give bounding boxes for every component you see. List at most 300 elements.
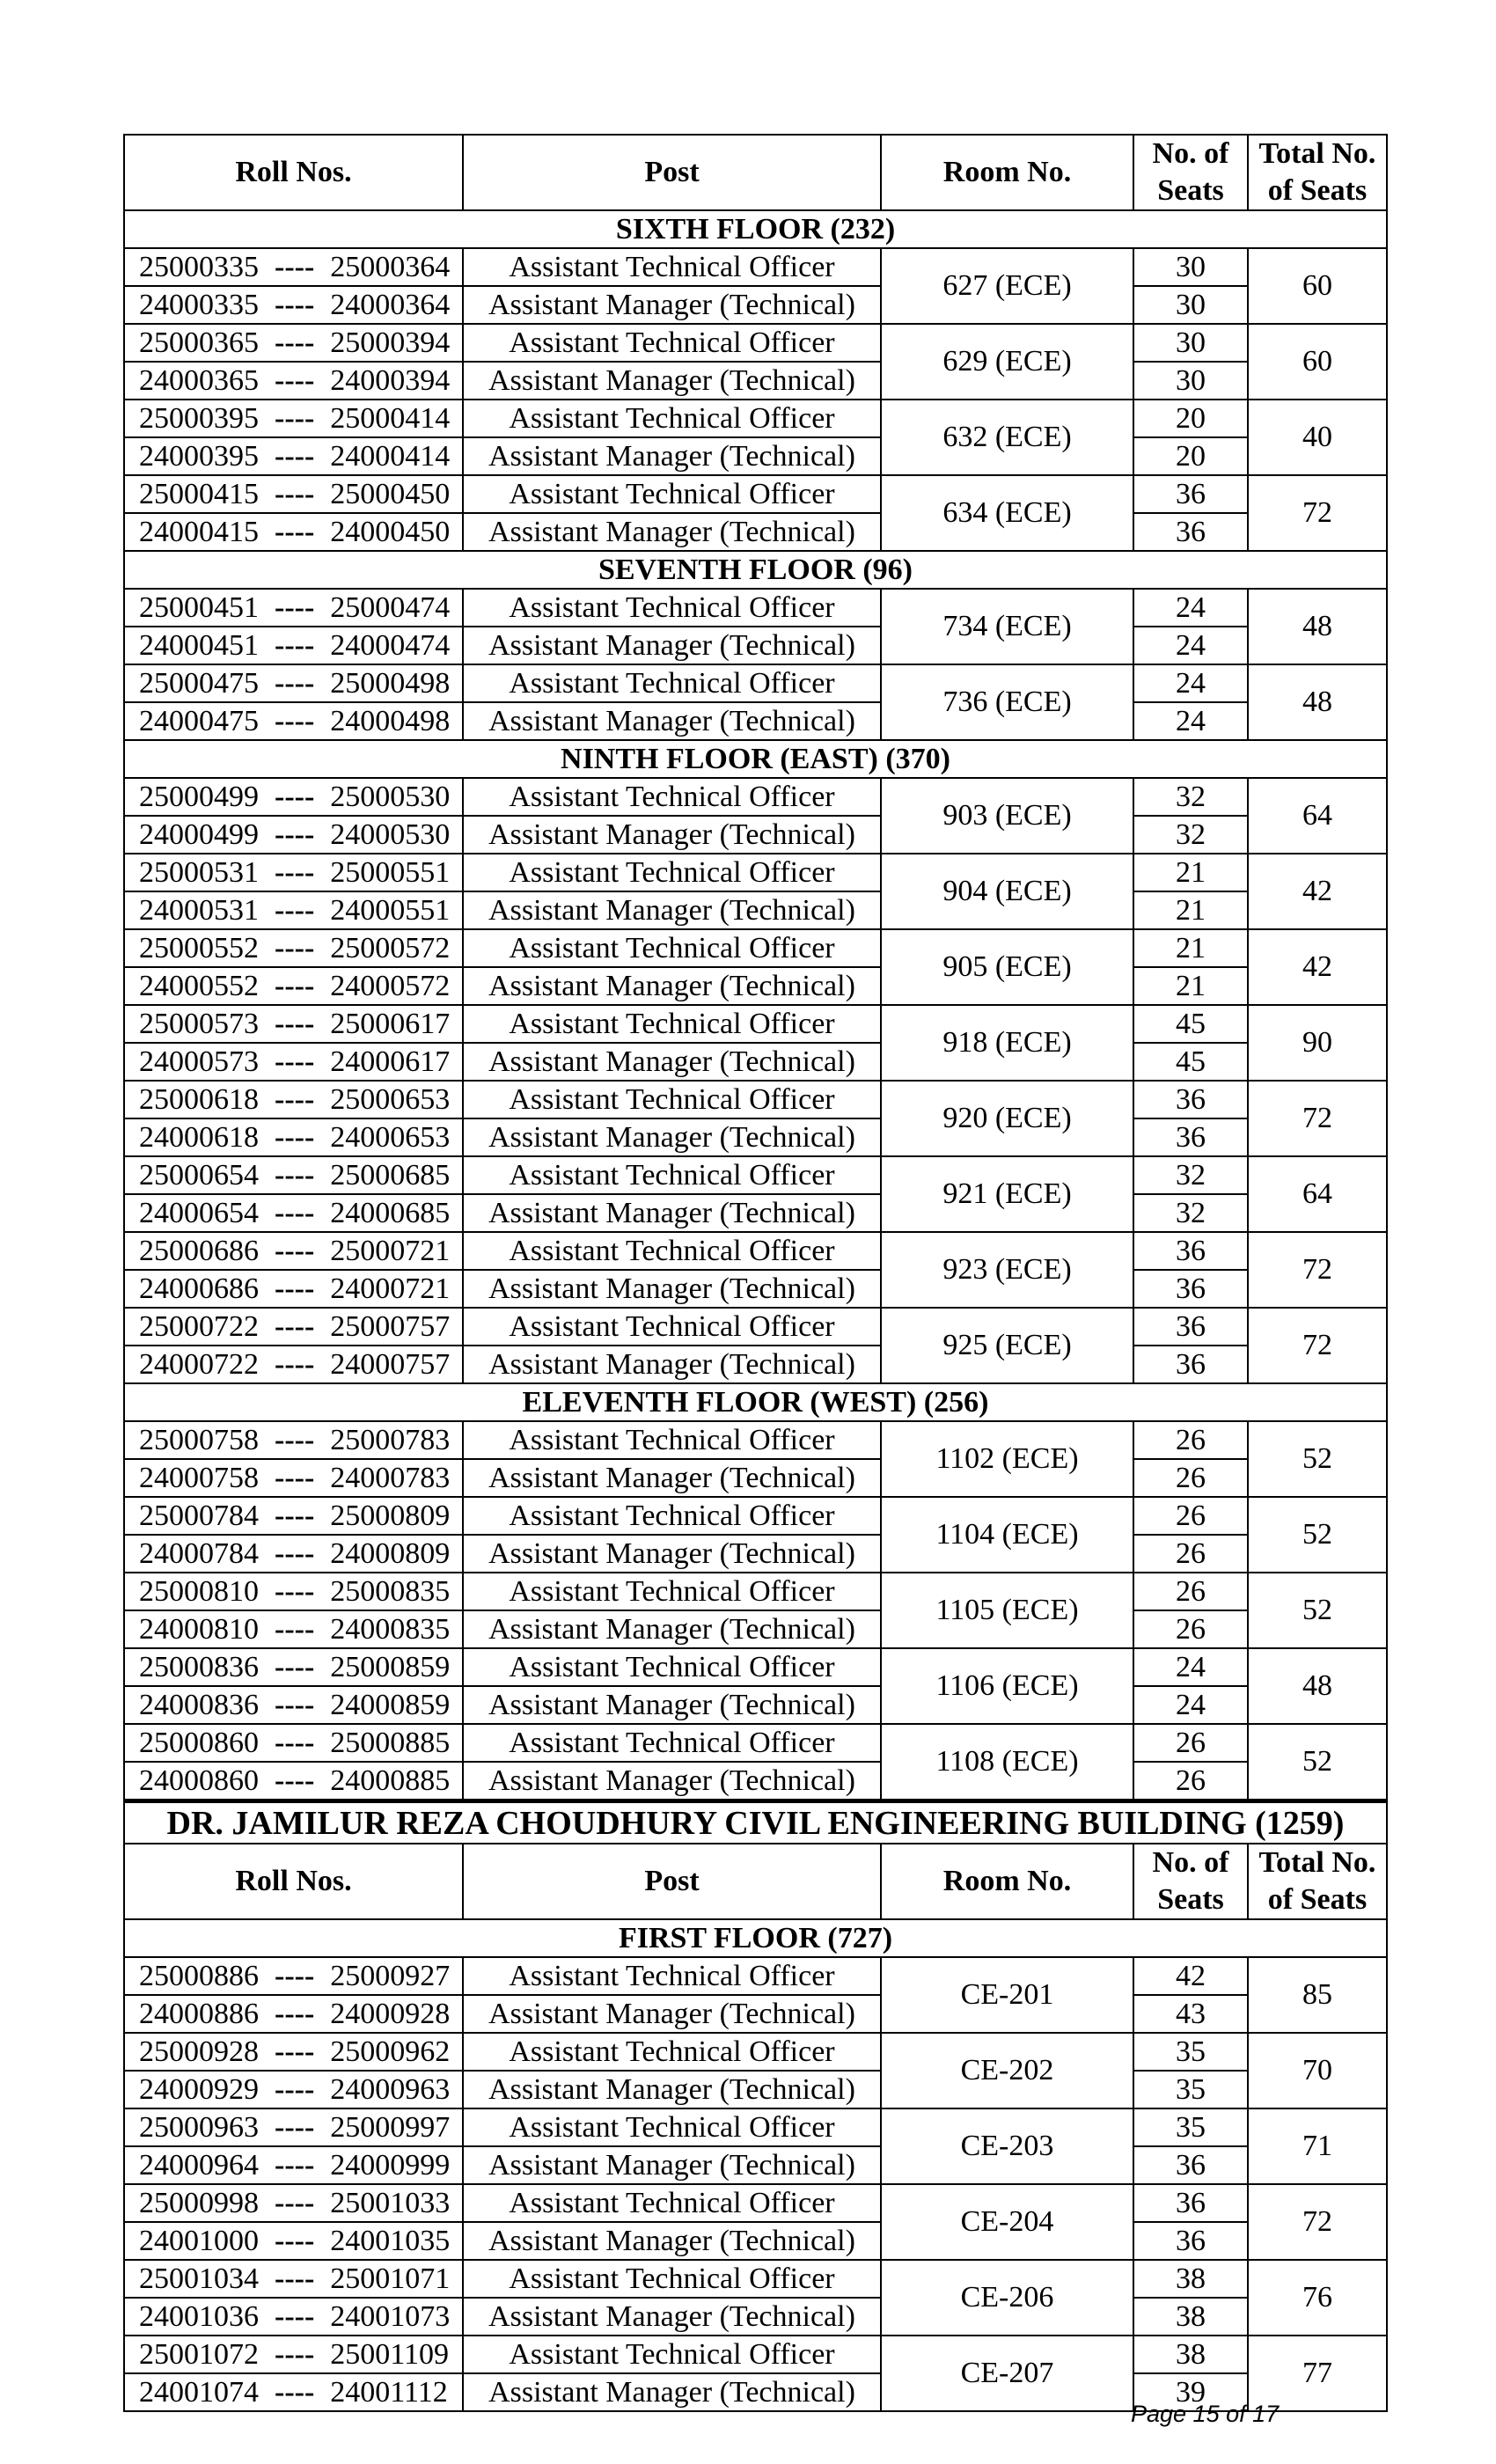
floor-title: NINTH FLOOR (EAST) (370) (124, 740, 1387, 778)
roll-to: 25000962 (330, 2035, 451, 2068)
room-cell: 1104 (ECE) (881, 1497, 1133, 1573)
roll-from: 24000929 (139, 2072, 259, 2106)
total-seats-cell: 72 (1248, 1232, 1387, 1308)
roll-range (124, 2184, 463, 2222)
seats-cell: 45 (1133, 1005, 1248, 1043)
roll-range (124, 929, 463, 967)
total-seats-cell: 52 (1248, 1421, 1387, 1497)
post-cell: Assistant Manager (Technical) (463, 702, 881, 740)
roll-from: 24000618 (139, 1120, 259, 1154)
floor-title: SEVENTH FLOOR (96) (124, 551, 1387, 589)
total-seats-cell: 60 (1248, 248, 1387, 324)
roll-from: 25000415 (139, 477, 259, 510)
roll-range (124, 1081, 463, 1118)
range-separator: ---- (275, 818, 315, 851)
range-separator: ---- (275, 855, 315, 889)
table-row (124, 1081, 1387, 1118)
roll-from: 25000654 (139, 1158, 259, 1192)
post-cell: Assistant Manager (Technical) (463, 1118, 881, 1156)
roll-from: 24000335 (139, 288, 259, 321)
seats-cell: 36 (1133, 1118, 1248, 1156)
roll-range (124, 1043, 463, 1081)
post-cell: Assistant Manager (Technical) (463, 1535, 881, 1573)
post-cell: Assistant Manager (Technical) (463, 1043, 881, 1081)
seats-cell: 36 (1133, 2146, 1248, 2184)
range-separator: ---- (275, 2299, 315, 2333)
table-row (124, 1270, 1387, 1308)
room-cell: 736 (ECE) (881, 664, 1133, 740)
total-seats-cell: 48 (1248, 1648, 1387, 1724)
range-separator: ---- (275, 780, 315, 813)
seats-cell: 35 (1133, 2033, 1248, 2071)
post-cell: Assistant Manager (Technical) (463, 2298, 881, 2336)
roll-from: 24000475 (139, 704, 259, 737)
table-row (124, 1421, 1387, 1459)
table-row (124, 1957, 1387, 1995)
range-separator: ---- (275, 2224, 315, 2257)
range-separator: ---- (275, 250, 315, 283)
roll-to: 24000551 (330, 893, 451, 927)
table-row (124, 2071, 1387, 2108)
roll-from: 24000365 (139, 363, 259, 397)
roll-from: 25000531 (139, 855, 259, 889)
table-row (124, 362, 1387, 400)
roll-to: 24000963 (330, 2072, 451, 2106)
roll-to: 24000685 (330, 1196, 451, 1229)
room-cell: 921 (ECE) (881, 1156, 1133, 1232)
roll-range (124, 702, 463, 740)
roll-from: 25001072 (139, 2337, 259, 2371)
range-separator: ---- (275, 1347, 315, 1381)
room-cell: 734 (ECE) (881, 589, 1133, 664)
table-row (124, 1762, 1387, 1801)
roll-to: 25000394 (330, 326, 451, 359)
roll-to: 25000530 (330, 780, 451, 813)
seats-cell: 24 (1133, 589, 1248, 627)
room-cell: CE-202 (881, 2033, 1133, 2108)
table-row (124, 324, 1387, 362)
roll-range (124, 589, 463, 627)
room-cell: CE-204 (881, 2184, 1133, 2260)
table-row (124, 2146, 1387, 2184)
roll-to: 25000885 (330, 1726, 451, 1759)
roll-range (124, 437, 463, 475)
roll-range (124, 1686, 463, 1724)
post-cell: Assistant Technical Officer (463, 1421, 881, 1459)
floor-section-row (124, 740, 1387, 778)
range-separator: ---- (275, 515, 315, 548)
room-cell: 925 (ECE) (881, 1308, 1133, 1383)
roll-to: 25000757 (330, 1309, 451, 1343)
seats-cell: 36 (1133, 475, 1248, 513)
roll-from: 25000836 (139, 1650, 259, 1683)
floor-section-row (124, 551, 1387, 589)
room-cell: 1106 (ECE) (881, 1648, 1133, 1724)
roll-from: 24001000 (139, 2224, 259, 2257)
seats-cell: 21 (1133, 967, 1248, 1005)
floor-title: ELEVENTH FLOOR (WEST) (256) (124, 1383, 1387, 1421)
roll-range (124, 1459, 463, 1497)
roll-range (124, 1724, 463, 1762)
range-separator: ---- (275, 1196, 315, 1229)
seats-cell: 43 (1133, 1995, 1248, 2033)
room-cell: 920 (ECE) (881, 1081, 1133, 1156)
range-separator: ---- (275, 628, 315, 662)
roll-to: 25001109 (330, 2337, 450, 2371)
table-row (124, 1995, 1387, 2033)
roll-to: 24000653 (330, 1120, 451, 1154)
seats-cell: 45 (1133, 1043, 1248, 1081)
header-row (124, 1844, 1387, 1919)
roll-range (124, 627, 463, 664)
table-row (124, 1346, 1387, 1383)
post-cell: Assistant Manager (Technical) (463, 1194, 881, 1232)
seats-cell: 21 (1133, 854, 1248, 891)
roll-to: 24000530 (330, 818, 451, 851)
floor-title: SIXTH FLOOR (232) (124, 210, 1387, 248)
floor-section-row (124, 210, 1387, 248)
total-seats-cell: 52 (1248, 1573, 1387, 1648)
range-separator: ---- (275, 363, 315, 397)
total-seats-cell: 48 (1248, 664, 1387, 740)
seats-cell: 39 (1133, 2373, 1248, 2411)
roll-range (124, 1957, 463, 1995)
seats-cell: 36 (1133, 1081, 1248, 1118)
roll-from: 24000810 (139, 1612, 259, 1646)
range-separator: ---- (275, 666, 315, 700)
col-header-seats: No. of Seats (1133, 1844, 1248, 1919)
table-row (124, 1308, 1387, 1346)
range-separator: ---- (275, 1234, 315, 1267)
roll-to: 24000474 (330, 628, 451, 662)
roll-from: 24000686 (139, 1272, 259, 1305)
total-seats-cell: 64 (1248, 778, 1387, 854)
roll-range (124, 1194, 463, 1232)
roll-to: 24000783 (330, 1461, 451, 1494)
seats-cell: 42 (1133, 1957, 1248, 1995)
roll-from: 25000335 (139, 250, 259, 283)
table-row (124, 1459, 1387, 1497)
roll-from: 24000573 (139, 1045, 259, 1078)
range-separator: ---- (275, 1959, 315, 1992)
roll-range (124, 664, 463, 702)
total-seats-cell: 77 (1248, 2336, 1387, 2411)
roll-to: 24000450 (330, 515, 451, 548)
range-separator: ---- (275, 1158, 315, 1192)
total-seats-cell: 85 (1248, 1957, 1387, 2033)
room-cell: CE-201 (881, 1957, 1133, 2033)
range-separator: ---- (275, 401, 315, 435)
seats-cell: 30 (1133, 324, 1248, 362)
seats-cell: 26 (1133, 1724, 1248, 1762)
col-header-roll: Roll Nos. (124, 1844, 463, 1919)
col-header-seats: No. of Seats (1133, 135, 1248, 210)
range-separator: ---- (275, 1650, 315, 1683)
post-cell: Assistant Manager (Technical) (463, 2146, 881, 2184)
col-header-roll: Roll Nos. (124, 135, 463, 210)
post-cell: Assistant Manager (Technical) (463, 1610, 881, 1648)
col-header-total: Total No. of Seats (1248, 135, 1387, 210)
roll-to: 24000617 (330, 1045, 451, 1078)
roll-to: 25000551 (330, 855, 451, 889)
floor-section-row (124, 1383, 1387, 1421)
roll-to: 24000394 (330, 363, 451, 397)
table-row (124, 2108, 1387, 2146)
table-row (124, 627, 1387, 664)
seats-cell: 35 (1133, 2108, 1248, 2146)
header-row (124, 135, 1387, 210)
roll-from: 24000836 (139, 1688, 259, 1721)
range-separator: ---- (275, 1272, 315, 1305)
seats-cell: 24 (1133, 1648, 1248, 1686)
roll-range (124, 1648, 463, 1686)
roll-from: 25001034 (139, 2262, 259, 2295)
roll-to: 25000927 (330, 1959, 451, 1992)
roll-range (124, 1118, 463, 1156)
seats-cell: 26 (1133, 1762, 1248, 1801)
seats-cell: 36 (1133, 2184, 1248, 2222)
roll-range (124, 1346, 463, 1383)
roll-from: 24000722 (139, 1347, 259, 1381)
roll-from: 24000654 (139, 1196, 259, 1229)
roll-to: 25001071 (330, 2262, 451, 2295)
roll-range (124, 1497, 463, 1535)
total-seats-cell: 52 (1248, 1497, 1387, 1573)
range-separator: ---- (275, 1461, 315, 1494)
post-cell: Assistant Manager (Technical) (463, 1762, 881, 1801)
roll-from: 25000573 (139, 1007, 259, 1040)
room-cell: 634 (ECE) (881, 475, 1133, 551)
roll-from: 24001074 (139, 2375, 259, 2409)
seats-cell: 26 (1133, 1497, 1248, 1535)
total-seats-cell: 72 (1248, 2184, 1387, 2260)
range-separator: ---- (275, 969, 315, 1002)
table-row (124, 589, 1387, 627)
roll-to: 24000414 (330, 439, 451, 473)
roll-from: 24000784 (139, 1536, 259, 1570)
col-header-room: Room No. (881, 135, 1133, 210)
roll-from: 25000886 (139, 1959, 259, 1992)
seats-cell: 32 (1133, 1156, 1248, 1194)
total-seats-cell: 60 (1248, 324, 1387, 400)
table-row (124, 1194, 1387, 1232)
total-seats-cell: 42 (1248, 929, 1387, 1005)
range-separator: ---- (275, 931, 315, 964)
post-cell: Assistant Technical Officer (463, 1005, 881, 1043)
post-cell: Assistant Manager (Technical) (463, 1995, 881, 2033)
range-separator: ---- (275, 1536, 315, 1570)
page-number: Page 15 of 17 (1131, 2401, 1280, 2427)
range-separator: ---- (275, 1120, 315, 1154)
roll-range (124, 2373, 463, 2411)
roll-from: 25000810 (139, 1574, 259, 1608)
room-cell: 1105 (ECE) (881, 1573, 1133, 1648)
post-cell: Assistant Manager (Technical) (463, 513, 881, 551)
roll-range (124, 324, 463, 362)
total-seats-cell: 64 (1248, 1156, 1387, 1232)
roll-range (124, 2146, 463, 2184)
post-cell: Assistant Manager (Technical) (463, 967, 881, 1005)
table-row (124, 2298, 1387, 2336)
seats-cell: 21 (1133, 929, 1248, 967)
roll-to: 24000721 (330, 1272, 451, 1305)
roll-from: 24000499 (139, 818, 259, 851)
seats-cell: 38 (1133, 2298, 1248, 2336)
roll-range (124, 475, 463, 513)
roll-to: 25000653 (330, 1082, 451, 1116)
post-cell: Assistant Manager (Technical) (463, 1346, 881, 1383)
roll-range (124, 286, 463, 324)
roll-range (124, 1308, 463, 1346)
post-cell: Assistant Technical Officer (463, 664, 881, 702)
room-cell: 905 (ECE) (881, 929, 1133, 1005)
seats-cell: 36 (1133, 1346, 1248, 1383)
room-cell: 627 (ECE) (881, 248, 1133, 324)
roll-from: 24000552 (139, 969, 259, 1002)
total-seats-cell: 76 (1248, 2260, 1387, 2336)
total-seats-cell: 42 (1248, 854, 1387, 929)
table-row (124, 1573, 1387, 1610)
post-cell: Assistant Manager (Technical) (463, 816, 881, 854)
table-row (124, 513, 1387, 551)
post-cell: Assistant Technical Officer (463, 475, 881, 513)
roll-to: 25000835 (330, 1574, 451, 1608)
post-cell: Assistant Technical Officer (463, 1308, 881, 1346)
roll-to: 25000685 (330, 1158, 451, 1192)
roll-from: 24000758 (139, 1461, 259, 1494)
seats-cell: 30 (1133, 286, 1248, 324)
seats-cell: 21 (1133, 891, 1248, 929)
seats-cell: 30 (1133, 248, 1248, 286)
post-cell: Assistant Technical Officer (463, 778, 881, 816)
roll-to: 24001035 (330, 2224, 451, 2257)
seats-cell: 26 (1133, 1610, 1248, 1648)
roll-range (124, 2222, 463, 2260)
range-separator: ---- (275, 1423, 315, 1456)
post-cell: Assistant Manager (Technical) (463, 627, 881, 664)
post-cell: Assistant Manager (Technical) (463, 2222, 881, 2260)
post-cell: Assistant Technical Officer (463, 589, 881, 627)
roll-range (124, 1762, 463, 1801)
table-row (124, 400, 1387, 437)
table-row (124, 1497, 1387, 1535)
roll-range (124, 2298, 463, 2336)
room-cell: 1108 (ECE) (881, 1724, 1133, 1801)
total-seats-cell: 40 (1248, 400, 1387, 475)
roll-range (124, 2108, 463, 2146)
post-cell: Assistant Technical Officer (463, 1724, 881, 1762)
roll-to: 24000364 (330, 288, 451, 321)
post-cell: Assistant Technical Officer (463, 400, 881, 437)
roll-to: 25000783 (330, 1423, 451, 1456)
seats-cell: 35 (1133, 2071, 1248, 2108)
roll-range (124, 1995, 463, 2033)
range-separator: ---- (275, 590, 315, 624)
roll-range (124, 778, 463, 816)
table-row (124, 816, 1387, 854)
roll-range (124, 248, 463, 286)
post-cell: Assistant Manager (Technical) (463, 1270, 881, 1308)
roll-to: 24000809 (330, 1536, 451, 1570)
table-row (124, 1005, 1387, 1043)
roll-to: 25000997 (330, 2110, 451, 2144)
seat-plan-body (124, 135, 1387, 2411)
range-separator: ---- (275, 1726, 315, 1759)
range-separator: ---- (275, 1007, 315, 1040)
room-cell: 629 (ECE) (881, 324, 1133, 400)
range-separator: ---- (275, 1045, 315, 1078)
table-row (124, 2336, 1387, 2373)
post-cell: Assistant Manager (Technical) (463, 437, 881, 475)
building-title-row (124, 1801, 1387, 1844)
total-seats-cell: 71 (1248, 2108, 1387, 2184)
range-separator: ---- (275, 288, 315, 321)
room-cell: 903 (ECE) (881, 778, 1133, 854)
roll-to: 24000859 (330, 1688, 451, 1721)
roll-to: 25000450 (330, 477, 451, 510)
roll-from: 24000886 (139, 1997, 259, 2030)
seats-cell: 26 (1133, 1421, 1248, 1459)
range-separator: ---- (275, 2148, 315, 2182)
roll-from: 24000395 (139, 439, 259, 473)
table-row (124, 702, 1387, 740)
table-row (124, 929, 1387, 967)
room-cell: 632 (ECE) (881, 400, 1133, 475)
range-separator: ---- (275, 2337, 315, 2371)
range-separator: ---- (275, 326, 315, 359)
seats-cell: 38 (1133, 2260, 1248, 2298)
roll-range (124, 2071, 463, 2108)
roll-to: 25000414 (330, 401, 451, 435)
range-separator: ---- (275, 2110, 315, 2144)
roll-from: 25000395 (139, 401, 259, 435)
roll-to: 24000999 (330, 2148, 451, 2182)
building-title: DR. JAMILUR REZA CHOUDHURY CIVIL ENGINEERING BUILDING (1259) (124, 1801, 1387, 1844)
roll-from: 25000618 (139, 1082, 259, 1116)
seats-cell: 32 (1133, 778, 1248, 816)
range-separator: ---- (275, 1688, 315, 1721)
roll-to: 25000572 (330, 931, 451, 964)
table-row (124, 2260, 1387, 2298)
post-cell: Assistant Technical Officer (463, 2108, 881, 2146)
floor-title: FIRST FLOOR (727) (124, 1919, 1387, 1957)
roll-range (124, 816, 463, 854)
seats-cell: 24 (1133, 702, 1248, 740)
roll-range (124, 1232, 463, 1270)
seats-cell: 26 (1133, 1573, 1248, 1610)
table-row (124, 2184, 1387, 2222)
post-cell: Assistant Technical Officer (463, 1156, 881, 1194)
roll-from: 25000998 (139, 2186, 259, 2219)
roll-range (124, 1535, 463, 1573)
post-cell: Assistant Manager (Technical) (463, 1459, 881, 1497)
roll-from: 25000860 (139, 1726, 259, 1759)
seats-cell: 36 (1133, 513, 1248, 551)
table-row (124, 286, 1387, 324)
roll-range (124, 362, 463, 400)
total-seats-cell: 90 (1248, 1005, 1387, 1081)
seats-cell: 30 (1133, 362, 1248, 400)
roll-range (124, 1610, 463, 1648)
post-cell: Assistant Technical Officer (463, 248, 881, 286)
roll-from: 25000722 (139, 1309, 259, 1343)
roll-from: 25000365 (139, 326, 259, 359)
table-row (124, 891, 1387, 929)
post-cell: Assistant Technical Officer (463, 1081, 881, 1118)
seats-cell: 20 (1133, 400, 1248, 437)
post-cell: Assistant Technical Officer (463, 854, 881, 891)
roll-from: 25000475 (139, 666, 259, 700)
